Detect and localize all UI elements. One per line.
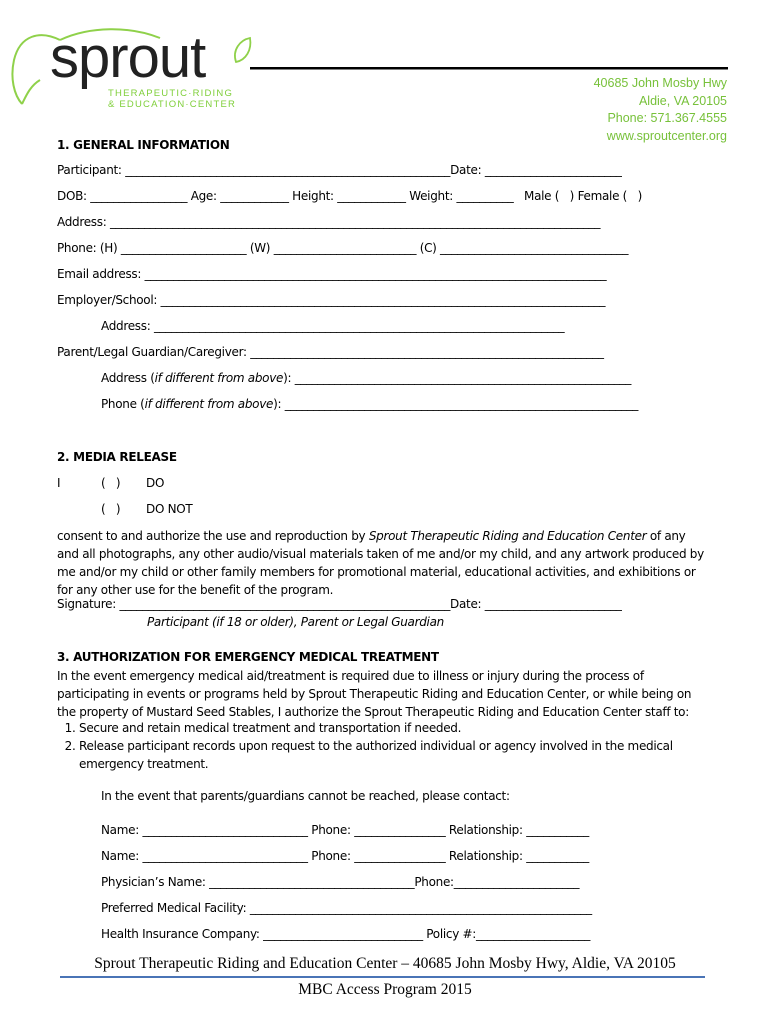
facility-field[interactable]: Preferred Medical Facility: ____________________________________________________________ — [101, 901, 592, 915]
employer-field[interactable]: Employer/School: ______________________________________________________________________________ — [57, 293, 606, 307]
participant-field[interactable]: Participant: _________________________________________________________Date: ________________________ — [57, 163, 622, 177]
label: Address ( — [101, 371, 155, 385]
media-consent-text — [57, 527, 707, 599]
media-do-checkbox[interactable]: ( ) — [101, 476, 121, 490]
contact-intro: In the event that parents/guardians cannot be reached, please contact: — [101, 789, 510, 803]
section3-list — [57, 719, 707, 773]
consent-org: Sprout Therapeutic Riding and Education Center — [368, 529, 647, 543]
section1-heading: 1. GENERAL INFORMATION — [57, 138, 230, 152]
media-donot-label: DO NOT — [146, 502, 193, 516]
label: Phone ( — [101, 397, 145, 411]
media-donot-checkbox[interactable]: ( ) — [101, 502, 121, 516]
media-i: I — [57, 476, 61, 490]
contact2-field[interactable]: Name: _____________________________ Phone: ________________ Relationship: ___________ — [101, 849, 589, 863]
footer-address: Sprout Therapeutic Riding and Education Center – 40685 John Mosby Hwy, Aldie, VA 20105 — [94, 955, 676, 972]
contact-web[interactable]: www.sproutcenter.org — [606, 128, 727, 143]
logo-subtitle-2: & EDUCATION·CENTER — [108, 99, 237, 110]
media-do-label: DO — [146, 476, 165, 490]
contact-block — [594, 75, 727, 145]
signature-caption: Participant (if 18 or older), Parent or Legal Guardian — [147, 615, 444, 629]
signature-field[interactable]: Signature: __________________________________________________________Date: ________________________ — [57, 597, 622, 611]
guardian-field[interactable]: Parent/Legal Guardian/Caregiver: ______________________________________________________________ — [57, 345, 604, 359]
employer-address-field[interactable]: Address: ________________________________________________________________________ — [101, 319, 565, 333]
contact-street: 40685 John Mosby Hwy — [593, 76, 727, 90]
blank: ): ___________________________________________________________ — [283, 371, 632, 385]
guardian-phone-field[interactable] — [101, 397, 638, 411]
section3-heading: 3. AUTHORIZATION FOR EMERGENCY MEDICAL TREATMENT — [57, 650, 439, 664]
contact1-field[interactable]: Name: _____________________________ Phone: ________________ Relationship: ___________ — [101, 823, 589, 837]
contact-city: Aldie, VA 20105 — [638, 93, 727, 108]
dob-field[interactable]: DOB: _________________ Age: ____________ Height: ____________ Weight: __________ Male ( ) Female ( ) — [57, 189, 642, 203]
label-italic: if different from above — [144, 397, 274, 411]
address-field[interactable]: Address: ______________________________________________________________________________________ — [57, 215, 601, 229]
logo-subtitle-1: THERAPEUTIC·RIDING — [108, 88, 234, 99]
footer-rule — [60, 976, 705, 978]
leaf-icon — [235, 38, 250, 62]
consent-end: of any and all photographs, any other audio/visual materials taken of me and/or my child, and any artwork produced by me and/or my child or other family members for promotional material, educational activities, and exhibitions or for any other use for the benefit of the program. — [57, 529, 704, 597]
logo-wordmark: sprout — [50, 25, 206, 90]
section3-intro: In the event emergency medical aid/treatment is required due to illness or injury during the process of participating in events or programs held by Sprout Therapeutic Riding and Education Center, or while being on the property of Mustard Seed Stables, I authorize the Sprout Therapeutic Riding and Education Center staff to: — [57, 669, 692, 719]
list-item: 2. Release participant records upon request to the authorized individual or agency involved in the medical emergency treatment. — [79, 737, 707, 773]
contact-phone: Phone: 571.367.4555 — [607, 111, 727, 125]
footer-program: MBC Access Program 2015 — [298, 981, 472, 998]
blank: ): ______________________________________________________________ — [273, 397, 639, 411]
consent-start: consent to and authorize the use and reproduction by — [57, 529, 369, 543]
insurance-field[interactable]: Health Insurance Company: ____________________________ Policy #:____________________ — [101, 927, 591, 941]
label-italic: if different from above — [154, 371, 284, 385]
email-field[interactable]: Email address: _________________________________________________________________________________ — [57, 267, 607, 281]
section2-heading: 2. MEDIA RELEASE — [57, 450, 177, 464]
guardian-address-field[interactable] — [101, 371, 631, 385]
physician-field[interactable]: Physician’s Name: ____________________________________Phone:______________________ — [101, 875, 580, 889]
list-item: 1. Secure and retain medical treatment and transportation if needed. — [79, 719, 707, 737]
phone-field[interactable]: Phone: (H) ______________________ (W) _________________________ (C) _________________________________ — [57, 241, 629, 255]
